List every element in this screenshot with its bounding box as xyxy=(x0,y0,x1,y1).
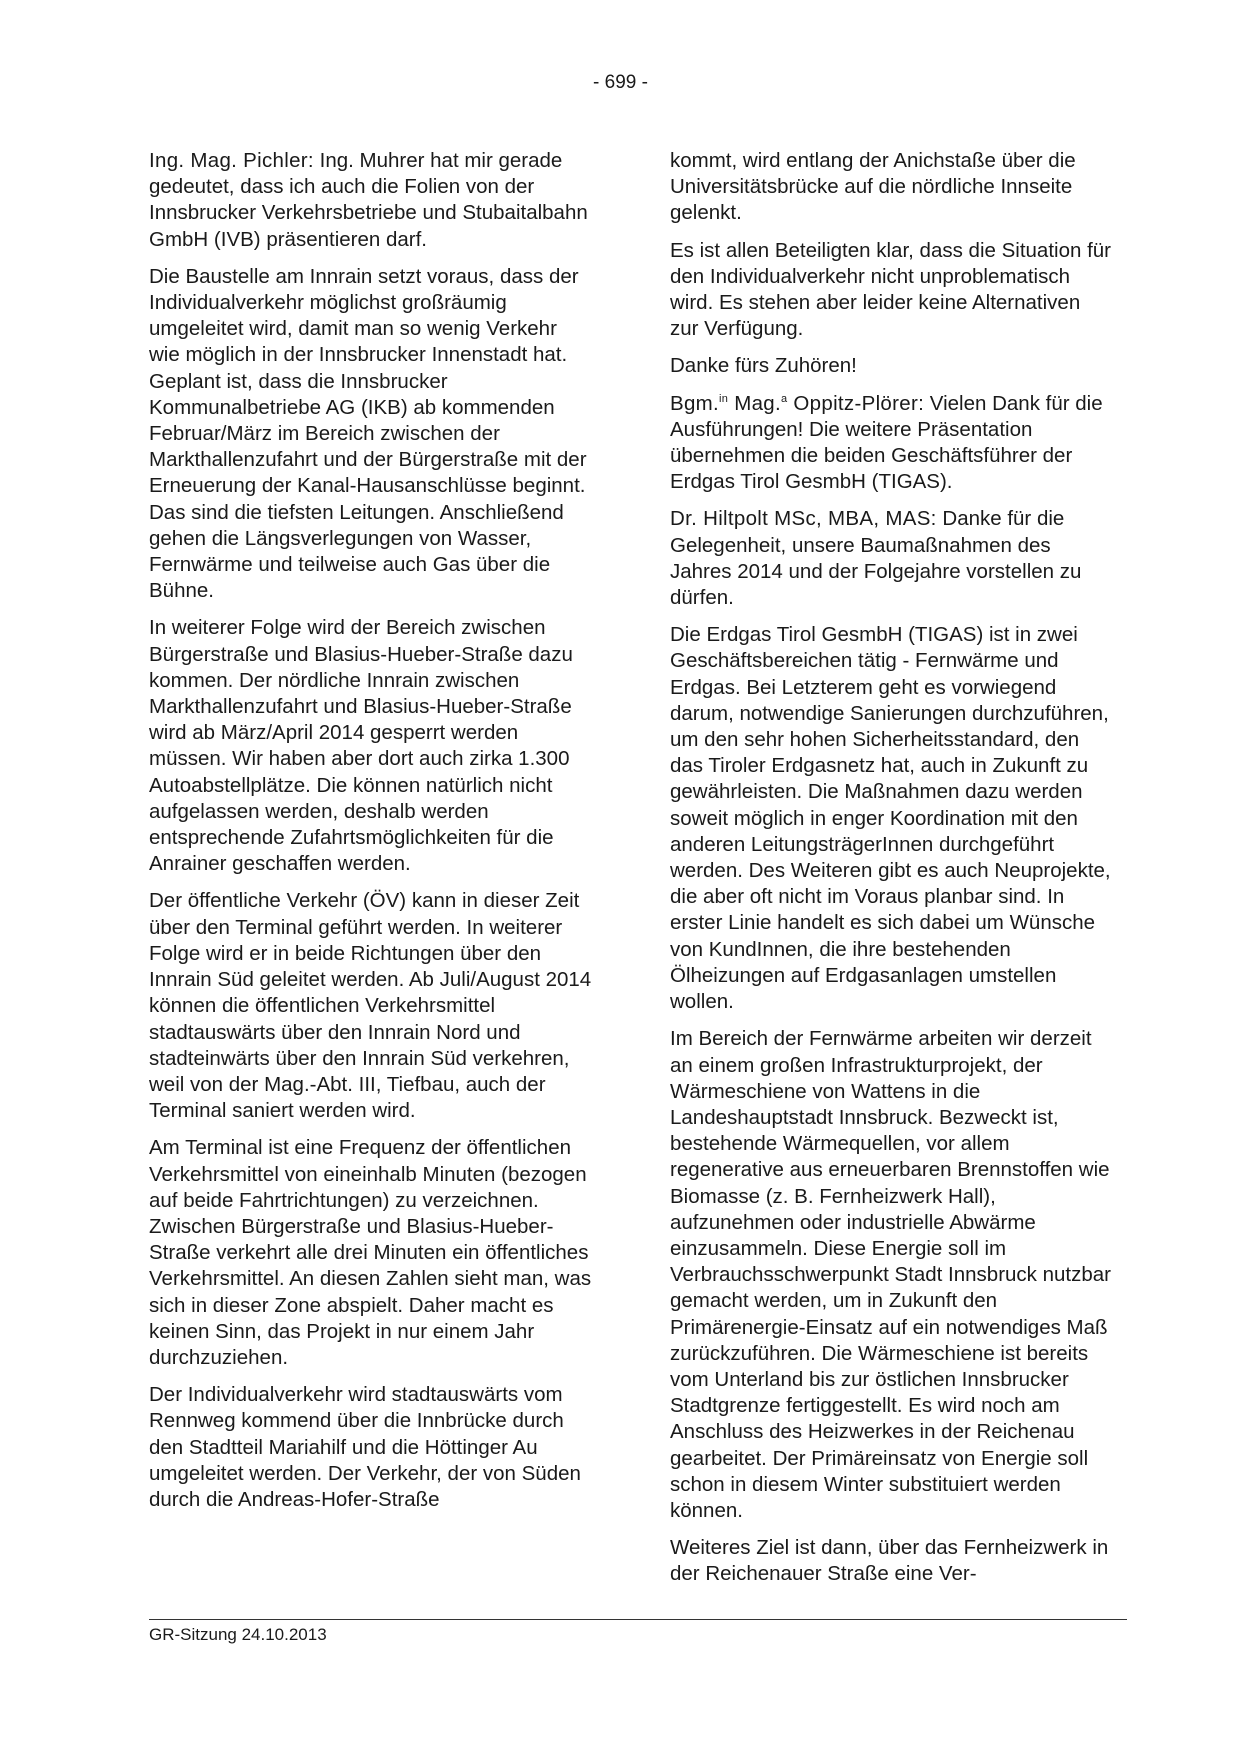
right-column xyxy=(670,148,1113,1599)
speaker-name: Dr. Hiltpolt MSc, MBA, MAS: xyxy=(670,507,937,531)
paragraph: Am Terminal ist eine Frequenz der öffentlichen Verkehrsmittel von eineinhalb Minuten (bezogen auf beide Fahrtrichtungen) zu verzeichnen. Zwischen Bürgerstraße und Blasius-Hueber-Straße verkehrt alle drei Minuten ein öffentliches Verkehrsmittel. An diesen Zahlen sieht man, was sich in dieser Zone abspielt. Daher macht es keinen Sinn, das Projekt in nur einem Jahr durchzuziehen. xyxy=(149,1136,592,1369)
paragraph xyxy=(149,148,592,253)
paragraph: Im Bereich der Fernwärme arbeiten wir derzeit an einem großen Infrastrukturprojekt, der Wärmeschiene von Wattens in die Landeshauptstadt Innsbruck. Bezweckt ist, bestehende Wärmequellen, vor allem regenerative aus erneuerbaren Brennstoffen wie Biomasse (z. B. Fernheizwerk Hall), aufzunehmen oder industrielle Abwärme einzusammeln. Diese Energie soll im Verbrauchsschwerpunkt Stadt Innsbruck nutzbar gemacht werden, um in Zukunft den Primärenergie-Einsatz auf ein notwendiges Maß zurückzuführen. Die Wärmeschiene ist bereits vom Unterland bis zur östlichen Innsbrucker Stadtgrenze fertiggestellt. Es wird noch am Anschluss des Heizwerkes in der Reichenau gearbeitet. Der Primäreinsatz von Energie soll schon in diesem Winter substituiert werden können. xyxy=(670,1027,1111,1522)
paragraph: Der öffentliche Verkehr (ÖV) kann in dieser Zeit über den Terminal geführt werden. In weiterer Folge wird er in beide Richtungen über den Innrain Süd geleitet werden. Ab Juli/August 2014 können die öffentlichen Verkehrsmittel stadtauswärts über den Innrain Nord und stadteinwärts über den Innrain Süd verkehren, weil von der Mag.-Abt. III, Tiefbau, auch der Terminal saniert werden wird. xyxy=(149,889,592,1123)
paragraph-text: Vielen Dank für die Ausführungen! Die weitere Präsentation übernehmen die beiden Geschäftsführer der Erdgas Tirol GesmbH (TIGAS). xyxy=(670,391,1103,494)
paragraph: In weiterer Folge wird der Bereich zwischen Bürgerstraße und Blasius-Hueber-Straße dazu kommen. Der nördliche Innrain zwischen Markthallenzufahrt und Blasius-Hueber-Straße wird ab März/April 2014 gesperrt werden müssen. Wir haben aber dort auch zirka 1.300 Autoabstellplätze. Die können natürlich nicht aufgelassen werden, deshalb werden entsprechende Zufahrtsmöglichkeiten für die Anrainer geschaffen werden. xyxy=(149,616,573,876)
paragraph xyxy=(670,506,1113,611)
paragraph: kommt, wird entlang der Anichstaße über die Universitätsbrücke auf die nördliche Innseite gelenkt. xyxy=(670,149,1076,225)
footer-divider xyxy=(149,1619,1127,1620)
paragraph xyxy=(670,391,1113,496)
paragraph: Danke fürs Zuhören! xyxy=(670,354,857,378)
footer-text: GR-Sitzung 24.10.2013 xyxy=(149,1625,327,1644)
speaker-name: Bgm.$^{in}$ Mag.$^a$ Oppitz-Plörer: xyxy=(670,391,925,415)
paragraph: Es ist allen Beteiligten klar, dass die Situation für den Individualverkehr nicht unproblematisch wird. Es stehen aber leider keine Alternativen zur Verfügung. xyxy=(670,238,1111,341)
paragraph: Der Individualverkehr wird stadtauswärts vom Rennweg kommend über die Innbrücke durch den Stadtteil Mariahilf und die Höttinger Au umgeleitet werden. Der Verkehr, der von Süden durch die Andreas-Hofer-Straße xyxy=(149,1383,581,1511)
speaker-name: Ing. Mag. Pichler: xyxy=(149,149,314,172)
paragraph: Weiteres Ziel ist dann, über das Fernheizwerk in der Reichenauer Straße eine Ver- xyxy=(670,1536,1109,1586)
paragraph: Die Baustelle am Innrain setzt voraus, dass der Individualverkehr möglichst großräumig umgeleitet wird, damit man so wenig Verkehr wie möglich in der Innsbrucker Innenstadt hat. Geplant ist, dass die Innsbrucker Kommunalbetriebe AG (IKB) ab kommenden Februar/März im Bereich zwischen der Markthallenzufahrt und der Bürgerstraße mit der Erneuerung der Kanal-Hausanschlüsse beginnt. Das sind die tiefsten Leitungen. Anschließend gehen die Längsverlegungen von Wasser, Fernwärme und teilweise auch Gas über die Bühne. xyxy=(149,264,587,603)
left-column xyxy=(149,148,592,1524)
paragraph: Die Erdgas Tirol GesmbH (TIGAS) ist in zwei Geschäftsbereichen tätig - Fernwärme und Erdgas. Bei Letzterem geht es vorwiegend darum, notwendige Sanierungen durchzuführen, um den sehr hohen Sicherheitsstandard, den das Tiroler Erdgasnetz hat, auch in Zukunft zu gewährleisten. Die Maßnahmen dazu werden soweit möglich in enger Koordination mit den anderen LeitungsträgerInnen durchgeführt werden. Des Weiteren gibt es auch Neuprojekte, die aber oft nicht im Voraus planbar sind. In erster Linie handelt es sich dabei um Wünsche von KundInnen, die ihre bestehenden Ölheizungen auf Erdgasanlagen umstellen wollen. xyxy=(670,623,1111,1014)
paragraph-text: Ing. Muhrer hat mir gerade gedeutet, dass ich auch die Folien von der Innsbrucker Verkehrsbetriebe und Stubaitalbahn GmbH (IVB) präsentieren darf. xyxy=(149,149,588,251)
paragraph-text: Danke für die Gelegenheit, unsere Baumaßnahmen des Jahres 2014 und der Folgejahre vorstellen zu dürfen. xyxy=(670,507,1082,610)
page-number: - 699 - xyxy=(593,72,648,93)
